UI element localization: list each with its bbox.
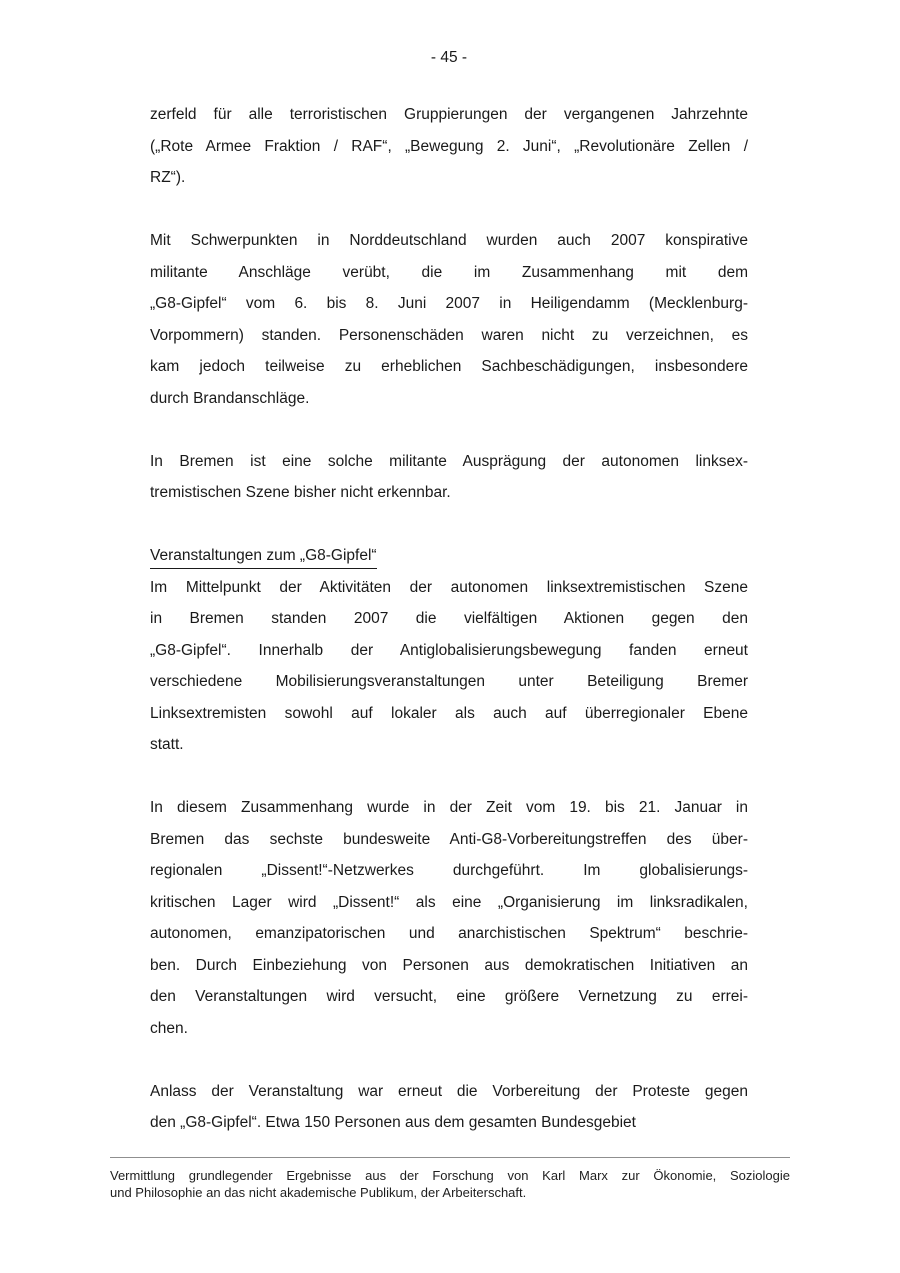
text-line: Im Mittelpunkt der Aktivitäten der autonomen linksextremistischen Szene (150, 578, 748, 596)
text-line: Linksextremisten sowohl auf lokaler als auch auf überregionaler Ebene (150, 704, 748, 722)
footnote-text (110, 1167, 790, 1201)
text-line: kritischen Lager wird „Dissent!“ als eine „Organisierung im linksradikalen, (150, 893, 748, 911)
text-line: den „G8-Gipfel“. Etwa 150 Personen aus dem gesamten Bundesgebiet (150, 1114, 636, 1131)
footnote-line: Vermittlung grundlegender Ergebnisse aus der Forschung von Karl Marx zur Ökonomie, Soziologie (110, 1168, 790, 1183)
text-line: statt. (150, 736, 184, 753)
text-line: verschiedene Mobilisierungsveranstaltungen unter Beteiligung Bremer (150, 673, 748, 690)
text-line: autonomen, emanzipatorischen und anarchistischen Spektrum“ beschrie- (150, 925, 748, 942)
text-line: tremistischen Szene bisher nicht erkennbar. (150, 484, 451, 501)
paragraph (150, 792, 748, 1044)
paragraph (150, 225, 748, 414)
page-number: - 45 - (430, 49, 468, 66)
text-line: Vorpommern) standen. Personenschäden waren nicht zu verzeichnen, es (150, 326, 748, 344)
text-line: Bremen das sechste bundesweite Anti-G8-Vorbereitungstreffen des über- (150, 830, 748, 848)
section-heading (150, 540, 748, 572)
text-line: ben. Durch Einbeziehung von Personen aus demokratischen Initiativen an (150, 956, 748, 974)
page-body (150, 99, 748, 1170)
text-line: kam jedoch teilweise zu erheblichen Sachbeschädigungen, insbesondere (150, 358, 748, 375)
footnote (110, 1157, 790, 1201)
text-line: RZ“). (150, 169, 186, 186)
text-line: Mit Schwerpunkten in Norddeutschland wurden auch 2007 konspirative (150, 232, 748, 249)
text-line: In Bremen ist eine solche militante Ausprägung der autonomen linksex- (150, 452, 748, 470)
text-line: den Veranstaltungen wird versucht, eine größere Vernetzung zu errei- (150, 988, 748, 1005)
text-line: militante Anschläge verübt, die im Zusammenhang mit dem (150, 263, 748, 281)
text-line: regionalen „Dissent!“-Netzwerkes durchgeführt. Im globalisierungs- (150, 862, 748, 879)
text-line: („Rote Armee Fraktion / RAF“, „Bewegung 2. Juni“, „Revolutionäre Zellen / (150, 137, 748, 155)
text-line: Anlass der Veranstaltung war erneut die Vorbereitung der Proteste gegen (150, 1082, 748, 1100)
text-line: in Bremen standen 2007 die vielfältigen Aktionen gegen den (150, 610, 748, 627)
footnote-divider (110, 1157, 790, 1158)
paragraph (150, 1076, 748, 1139)
paragraph (150, 446, 748, 509)
paragraph (150, 99, 748, 194)
footnote-line: und Philosophie an das nicht akademische Publikum, der Arbeiterschaft. (110, 1185, 527, 1200)
section-heading-text: Veranstaltungen zum „G8-Gipfel“ (150, 545, 377, 569)
paragraph (150, 572, 748, 761)
text-line: chen. (150, 1019, 188, 1037)
text-line: durch Brandanschläge. (150, 389, 310, 407)
text-line: „G8-Gipfel“ vom 6. bis 8. Juni 2007 in Heiligendamm (Mecklenburg- (150, 295, 748, 312)
text-line: zerfeld für alle terroristischen Gruppierungen der vergangenen Jahrzehnte (150, 106, 748, 123)
text-line: In diesem Zusammenhang wurde in der Zeit vom 19. bis 21. Januar in (150, 799, 748, 816)
text-line: „G8-Gipfel“. Innerhalb der Antiglobalisierungsbewegung fanden erneut (150, 641, 748, 659)
